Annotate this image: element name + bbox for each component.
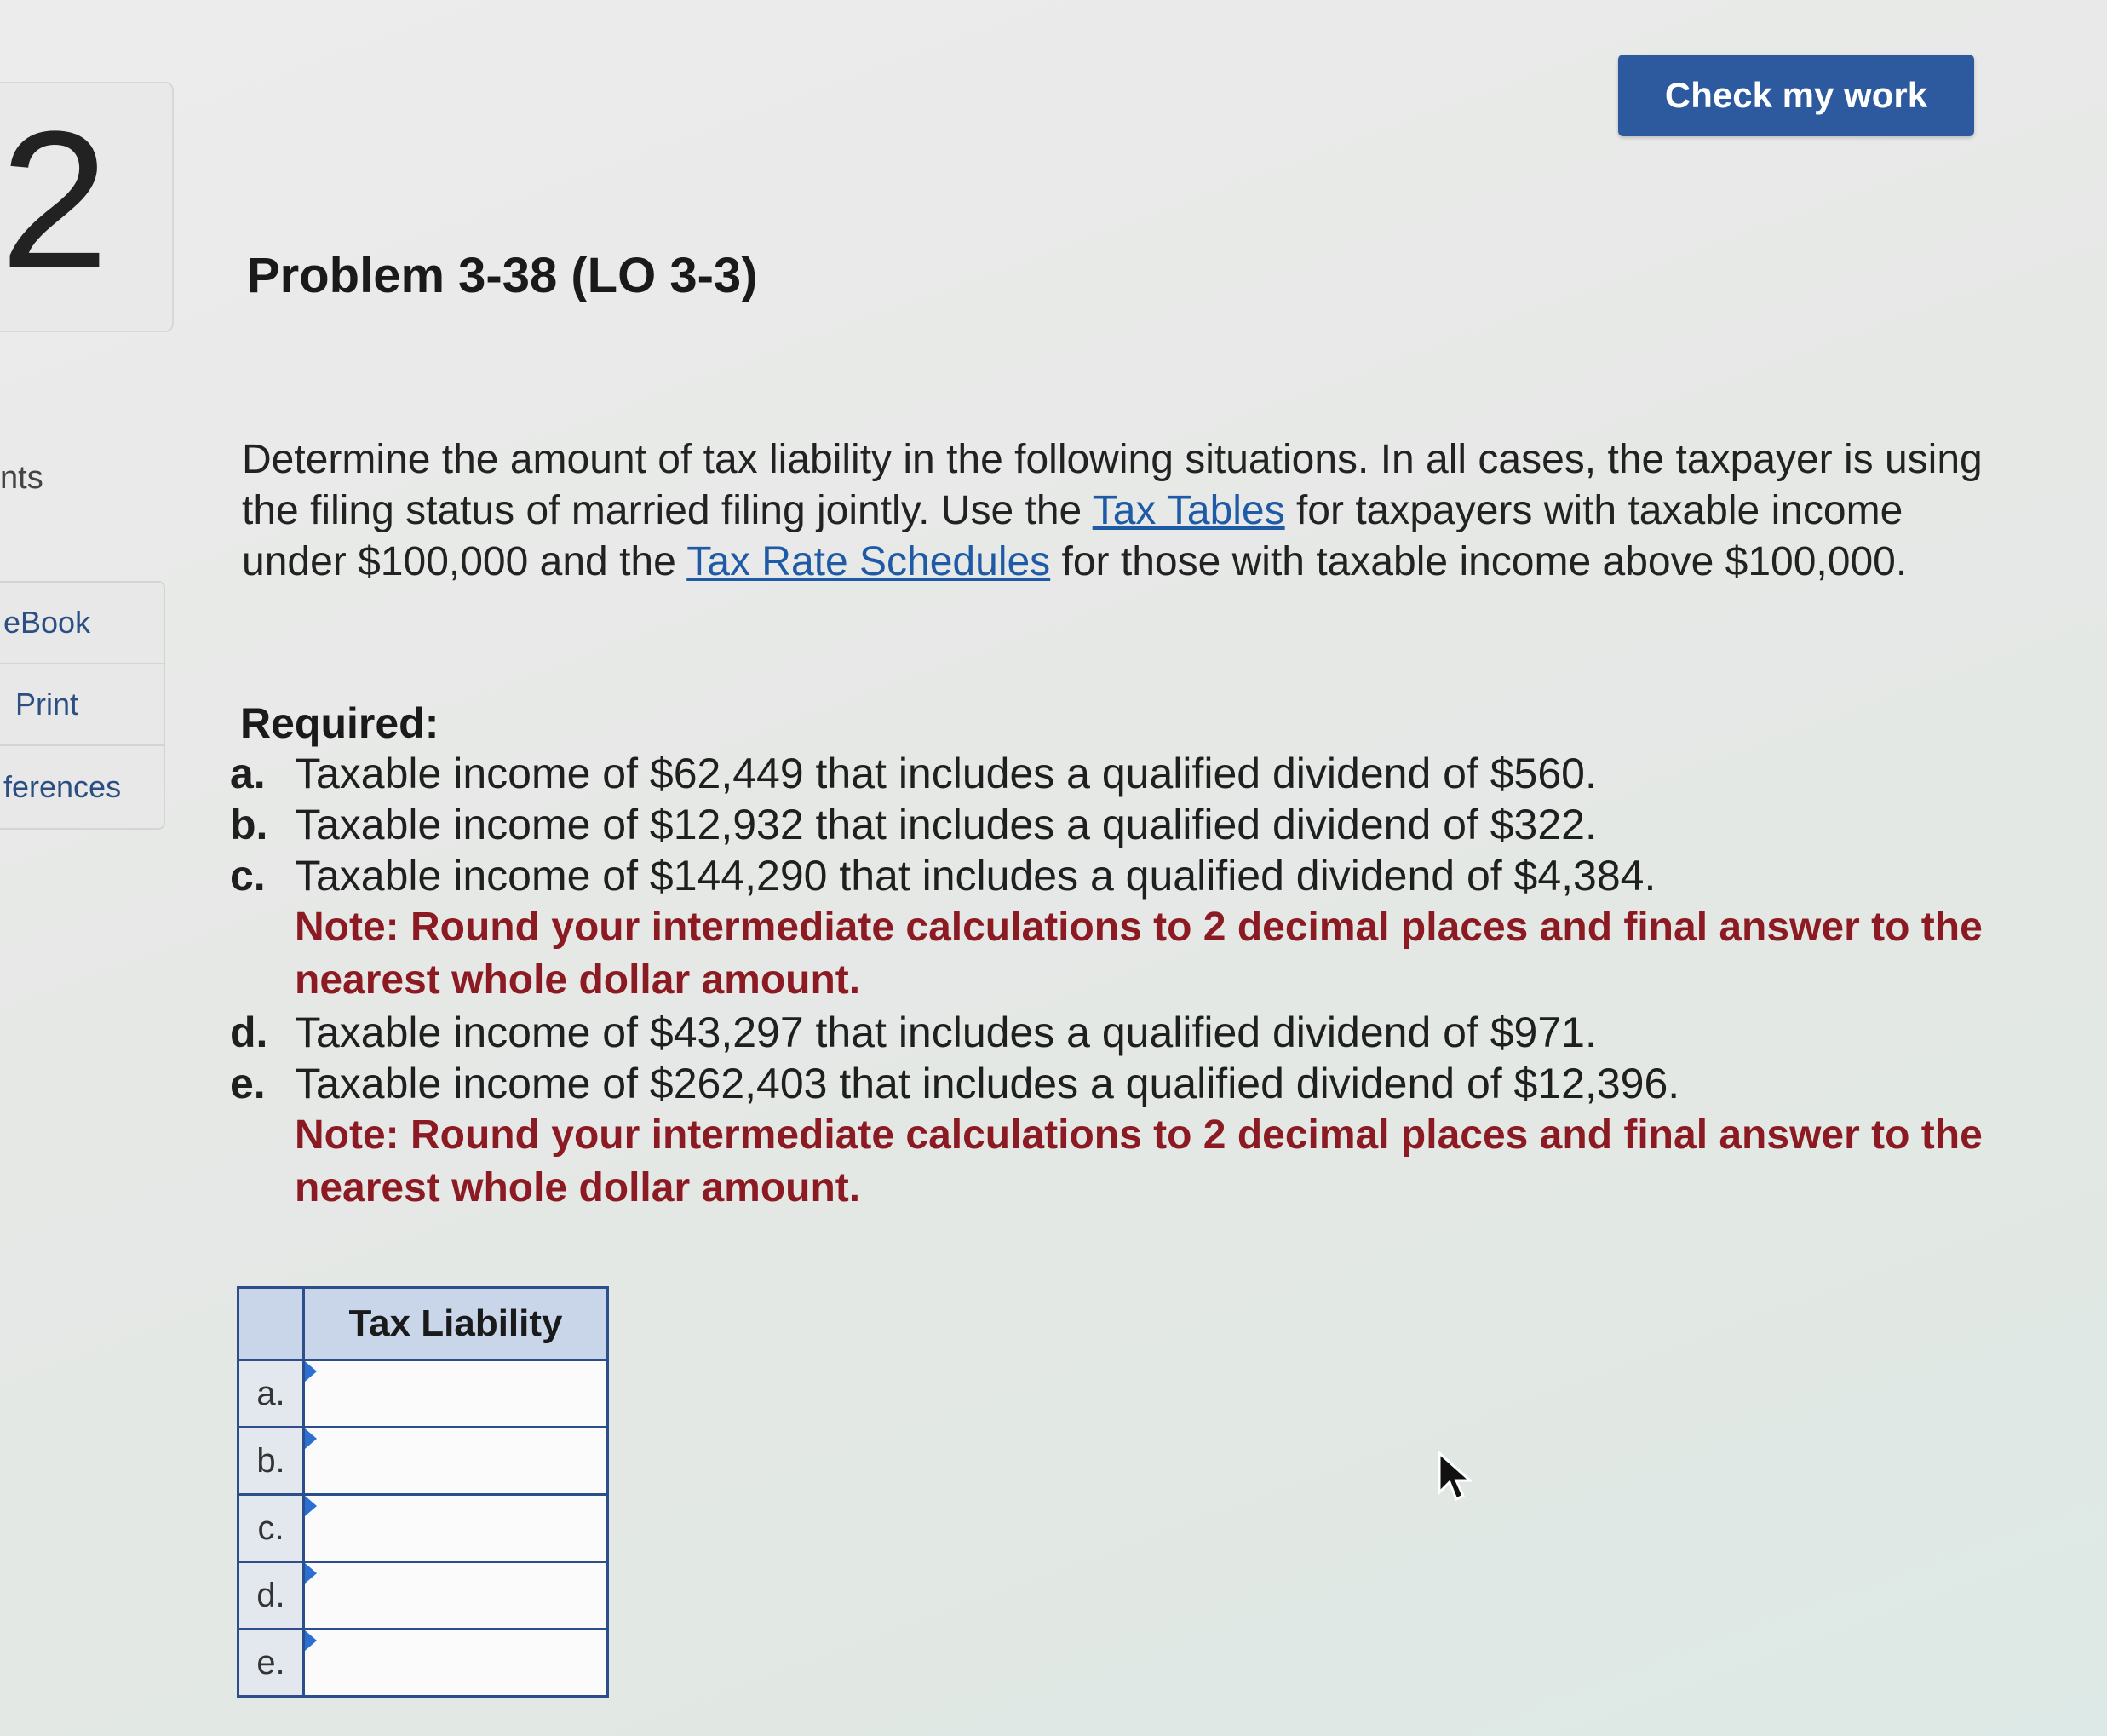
tax-rate-schedules-link[interactable]: Tax Rate Schedules	[686, 539, 1051, 584]
row-label: c.	[238, 1495, 304, 1562]
left-sidebar	[0, 0, 170, 1736]
ebook-link[interactable]: eBook	[0, 583, 164, 664]
problem-title: Problem 3-38 (LO 3-3)	[247, 248, 758, 303]
mouse-pointer-icon	[1438, 1451, 1472, 1503]
table-row	[238, 1428, 608, 1495]
requirement-c	[230, 850, 2061, 1007]
requirement-text: Taxable income of $43,297 that includes a qualified dividend of $971.	[295, 1009, 1597, 1056]
intro-text-1: Determine the amount of tax liability in the following situations. In all cases, the taxpayer is using the filing status of married filing jointly. Use the	[242, 437, 1983, 533]
requirement-letter: b.	[230, 801, 268, 848]
input-marker-icon	[305, 1428, 317, 1449]
resource-links	[0, 581, 165, 830]
intro-text-3: for those with taxable income above $100,000.	[1050, 539, 1908, 584]
requirements-list	[230, 748, 2061, 1215]
tax-liability-input-d[interactable]	[305, 1563, 606, 1628]
required-label: Required:	[240, 699, 439, 747]
row-label: b.	[238, 1428, 304, 1495]
table-row	[238, 1495, 608, 1562]
table-row	[238, 1630, 608, 1697]
requirement-d	[230, 1007, 2061, 1058]
tax-liability-header: Tax Liability	[304, 1288, 608, 1360]
rounding-note: Note: Round your intermediate calculations to 2 decimal places and final answer to the nearest whole dollar amount.	[295, 905, 1983, 1003]
requirement-e	[230, 1058, 2061, 1215]
row-label: e.	[238, 1630, 304, 1697]
print-link[interactable]: Print	[0, 664, 164, 746]
table-row	[238, 1562, 608, 1630]
input-marker-icon	[305, 1563, 317, 1584]
requirement-text: Taxable income of $262,403 that includes a qualified dividend of $12,396.	[295, 1060, 1680, 1107]
requirement-a	[230, 748, 2061, 799]
requirement-text: Taxable income of $144,290 that includes a qualified dividend of $4,384.	[295, 852, 1656, 900]
tax-liability-input-a[interactable]	[305, 1361, 606, 1426]
tax-liability-input-c[interactable]	[305, 1496, 606, 1561]
input-marker-icon	[305, 1630, 317, 1651]
answer-cell	[304, 1495, 608, 1562]
table-corner	[238, 1288, 304, 1360]
answer-cell	[304, 1428, 608, 1495]
tax-liability-input-b[interactable]	[305, 1428, 606, 1493]
row-label: d.	[238, 1562, 304, 1630]
row-label: a.	[238, 1360, 304, 1428]
check-my-work-button[interactable]: Check my work	[1618, 55, 1974, 136]
tax-liability-input-e[interactable]	[305, 1630, 606, 1695]
table-row	[238, 1360, 608, 1428]
requirement-letter: d.	[230, 1009, 268, 1056]
requirement-b	[230, 799, 2061, 850]
requirement-text: Taxable income of $62,449 that includes a qualified dividend of $560.	[295, 750, 1597, 797]
tax-liability-table	[237, 1286, 609, 1698]
answer-cell	[304, 1562, 608, 1630]
references-link[interactable]: ferences	[3, 769, 122, 804]
requirement-letter: a.	[230, 750, 266, 797]
requirement-letter: c.	[230, 852, 266, 900]
input-marker-icon	[305, 1361, 317, 1382]
intro-text-2: for taxpayers with taxable income under $100,000 and the	[242, 488, 1903, 584]
points-label: nts	[0, 460, 43, 496]
input-marker-icon	[305, 1496, 317, 1516]
answer-cell	[304, 1630, 608, 1697]
tax-tables-link[interactable]: Tax Tables	[1092, 488, 1285, 533]
question-number: 2	[0, 90, 109, 309]
requirement-letter: e.	[230, 1060, 266, 1107]
requirement-text: Taxable income of $12,932 that includes a qualified dividend of $322.	[295, 801, 1597, 848]
rounding-note: Note: Round your intermediate calculations to 2 decimal places and final answer to the nearest whole dollar amount.	[295, 1112, 1983, 1210]
answer-cell	[304, 1360, 608, 1428]
problem-intro	[242, 434, 1996, 588]
